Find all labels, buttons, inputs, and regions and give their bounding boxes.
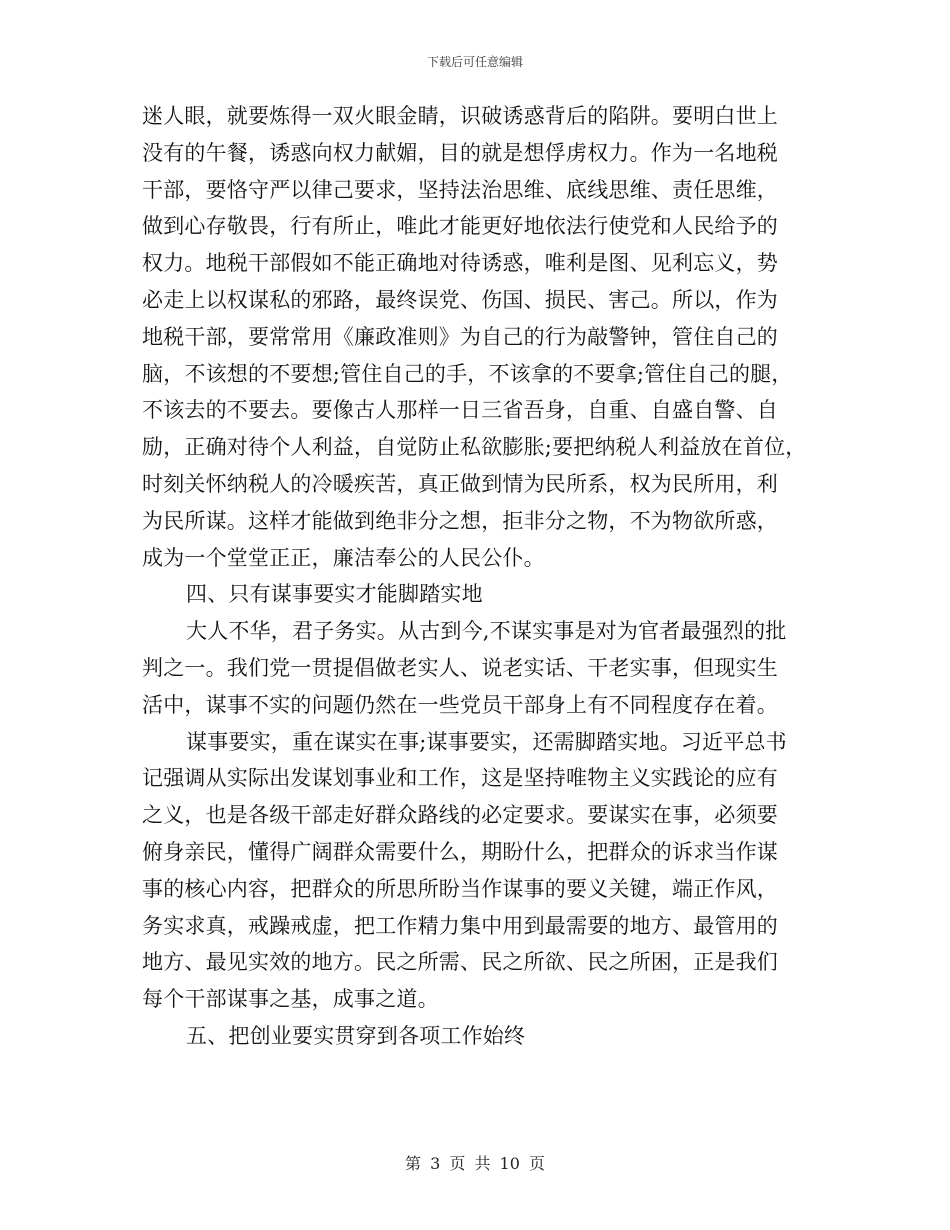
text-line: 时刻关怀纳税人的冷暖疾苦，真正做到情为民所系，权为民所用，利 xyxy=(142,471,778,496)
document-body xyxy=(142,98,814,1055)
text-line: 必走上以权谋私的邪路，最终误党、伤国、损民、害己。所以，作为 xyxy=(142,287,778,312)
text-line: 活中，谋事不实的问题仍然在一些党员干部身上有不同程度存在着。 xyxy=(142,692,778,717)
text-line: 励，正确对待个人利益，自觉防止私欲膨胀;要把纳税人利益放在首位， xyxy=(142,435,807,460)
text-line: 之义，也是各级干部走好群众路线的必定要求。要谋实在事，必须要 xyxy=(142,803,778,828)
text-line: 成为一个堂堂正正，廉洁奉公的人民公仆。 xyxy=(142,545,545,570)
text-line: 为民所谋。这样才能做到绝非分之想，拒非分之物，不为物欲所惑， xyxy=(142,508,778,533)
section-heading: 四、只有谋事要实才能脚踏实地 xyxy=(186,582,483,607)
text-line: 不该去的不要去。要像古人那样一日三省吾身，自重、自盛自警、自 xyxy=(142,398,778,423)
text-line: 俯身亲民，懂得广阔群众需要什么，期盼什么，把群众的诉求当作谋 xyxy=(142,839,778,864)
text-line: 事的核心内容，把群众的所思所盼当作谋事的要义关键，端正作风， xyxy=(142,876,778,901)
text-line: 地税干部，要常常用《廉政准则》为自己的行为敲警钟，管住自己的 xyxy=(142,324,778,349)
text-line: 没有的午餐，诱惑向权力献媚，目的就是想俘虏权力。作为一名地税 xyxy=(142,140,778,165)
text-line: 脑，不该想的不要想;管住自己的手，不该拿的不要拿;管住自己的腿， xyxy=(142,361,793,386)
text-line: 务实求真，戒躁戒虚，把工作精力集中用到最需要的地方、最管用的 xyxy=(142,913,778,938)
text-line: 每个干部谋事之基，成事之道。 xyxy=(142,987,439,1012)
paragraph-start-line: 谋事要实，重在谋实在事;谋事要实，还需脚踏实地。习近平总书 xyxy=(186,729,787,754)
page-number: 第 3 页 共 10 页 xyxy=(405,1154,545,1173)
text-line: 干部，要恪守严以律己要求，坚持法治思维、底线思维、责任思维， xyxy=(142,177,778,202)
text-line: 迷人眼，就要炼得一双火眼金睛，识破诱惑背后的陷阱。要明白世上 xyxy=(142,104,778,128)
text-line: 记强调从实际出发谋划事业和工作，这是坚持唯物主义实践论的应有 xyxy=(142,766,778,791)
text-line: 地方、最见实效的地方。民之所需、民之所欲、民之所困，正是我们 xyxy=(142,950,778,975)
text-line: 权力。地税干部假如不能正确地对待诱惑，唯利是图、见利忘义，势 xyxy=(142,251,778,276)
text-line: 判之一。我们党一贯提倡做老实人、说老实话、干老实事，但现实生 xyxy=(142,655,778,680)
section-heading: 五、把创业要实贯穿到各项工作始终 xyxy=(186,1023,526,1048)
text-line: 做到心存敬畏，行有所止，唯此才能更好地依法行使党和人民给予的 xyxy=(142,214,778,239)
paragraph-start-line: 大人不华，君子务实。从古到今,不谋实事是对为官者最强烈的批 xyxy=(186,619,787,644)
page-header-note: 下载后可任意编辑 xyxy=(426,55,523,69)
